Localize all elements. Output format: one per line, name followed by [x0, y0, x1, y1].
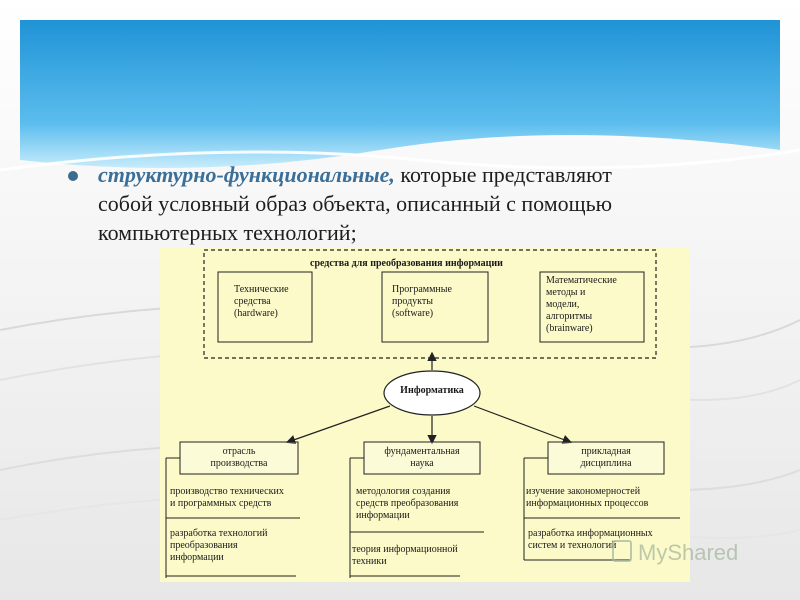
text-line: фундаментальная: [384, 446, 460, 457]
text-line: средства: [234, 296, 271, 307]
text-line: (brainware): [546, 323, 593, 334]
text-line: преобразования: [170, 540, 238, 551]
branch-title-science: [364, 446, 480, 470]
informatics-diagram: [160, 248, 690, 582]
text-line: наука: [410, 458, 434, 469]
item-science-2: [352, 544, 458, 568]
text-line: дисциплина: [580, 458, 632, 469]
text-line: Математические: [546, 275, 617, 286]
bullet-line-3: компьютерных технологий;: [98, 220, 357, 245]
text-line: модели,: [546, 299, 580, 310]
text-line: теория информационной: [352, 544, 458, 555]
text-line: (hardware): [234, 308, 278, 319]
text-line: продукты: [392, 296, 433, 307]
center-label: Информатика: [400, 385, 464, 396]
top-box-brainware-text: [546, 275, 617, 335]
item-industry-2: [170, 528, 268, 564]
text-line: методы и: [546, 287, 586, 298]
item-applied-1: [526, 486, 648, 510]
text-line: информационных процессов: [526, 498, 649, 509]
text-line: разработка информационных: [528, 528, 653, 539]
text-line: производство технических: [170, 486, 284, 497]
text-line: производства: [210, 458, 268, 469]
text-line: информации: [356, 510, 410, 521]
text-line: алгоритмы: [546, 311, 593, 322]
branch-title-applied: [548, 446, 664, 470]
text-line: (software): [392, 308, 434, 319]
group-title: средства для преобразования информации: [310, 258, 503, 269]
text-line: изучение закономерностей: [526, 486, 641, 497]
bullet-line-2: собой условный образ объекта, описанный с помощью: [98, 191, 613, 216]
bullet-rest: которые представляют: [394, 162, 612, 187]
text-line: систем и технологий: [528, 540, 617, 551]
top-box-hardware-text: [234, 284, 289, 320]
branch-title-industry: [180, 446, 298, 470]
bullet-paragraph: [70, 160, 750, 247]
bullet-emphasis: структурно-функциональные,: [98, 162, 395, 187]
item-industry-1: [170, 486, 284, 510]
text-line: информации: [170, 552, 224, 563]
watermark-text: MyShared: [638, 540, 739, 565]
arrow-right: [474, 406, 570, 442]
text-line: методология создания: [356, 486, 451, 497]
bullet-line-1: [98, 160, 750, 189]
arrow-left: [288, 406, 390, 442]
text-line: техники: [352, 556, 387, 567]
text-line: Технические: [234, 284, 289, 295]
bullet-icon: [68, 171, 78, 181]
text-line: прикладная: [581, 446, 631, 457]
watermark: [612, 540, 738, 566]
item-science-1: [356, 486, 458, 522]
text-line: отрасль: [222, 446, 256, 457]
text-line: Программные: [392, 284, 452, 295]
top-box-software-text: [392, 284, 452, 320]
text-line: разработка технологий: [170, 528, 268, 539]
text-line: средств преобразования: [356, 498, 459, 509]
cart-icon: [612, 540, 632, 562]
text-line: и программных средств: [170, 498, 272, 509]
